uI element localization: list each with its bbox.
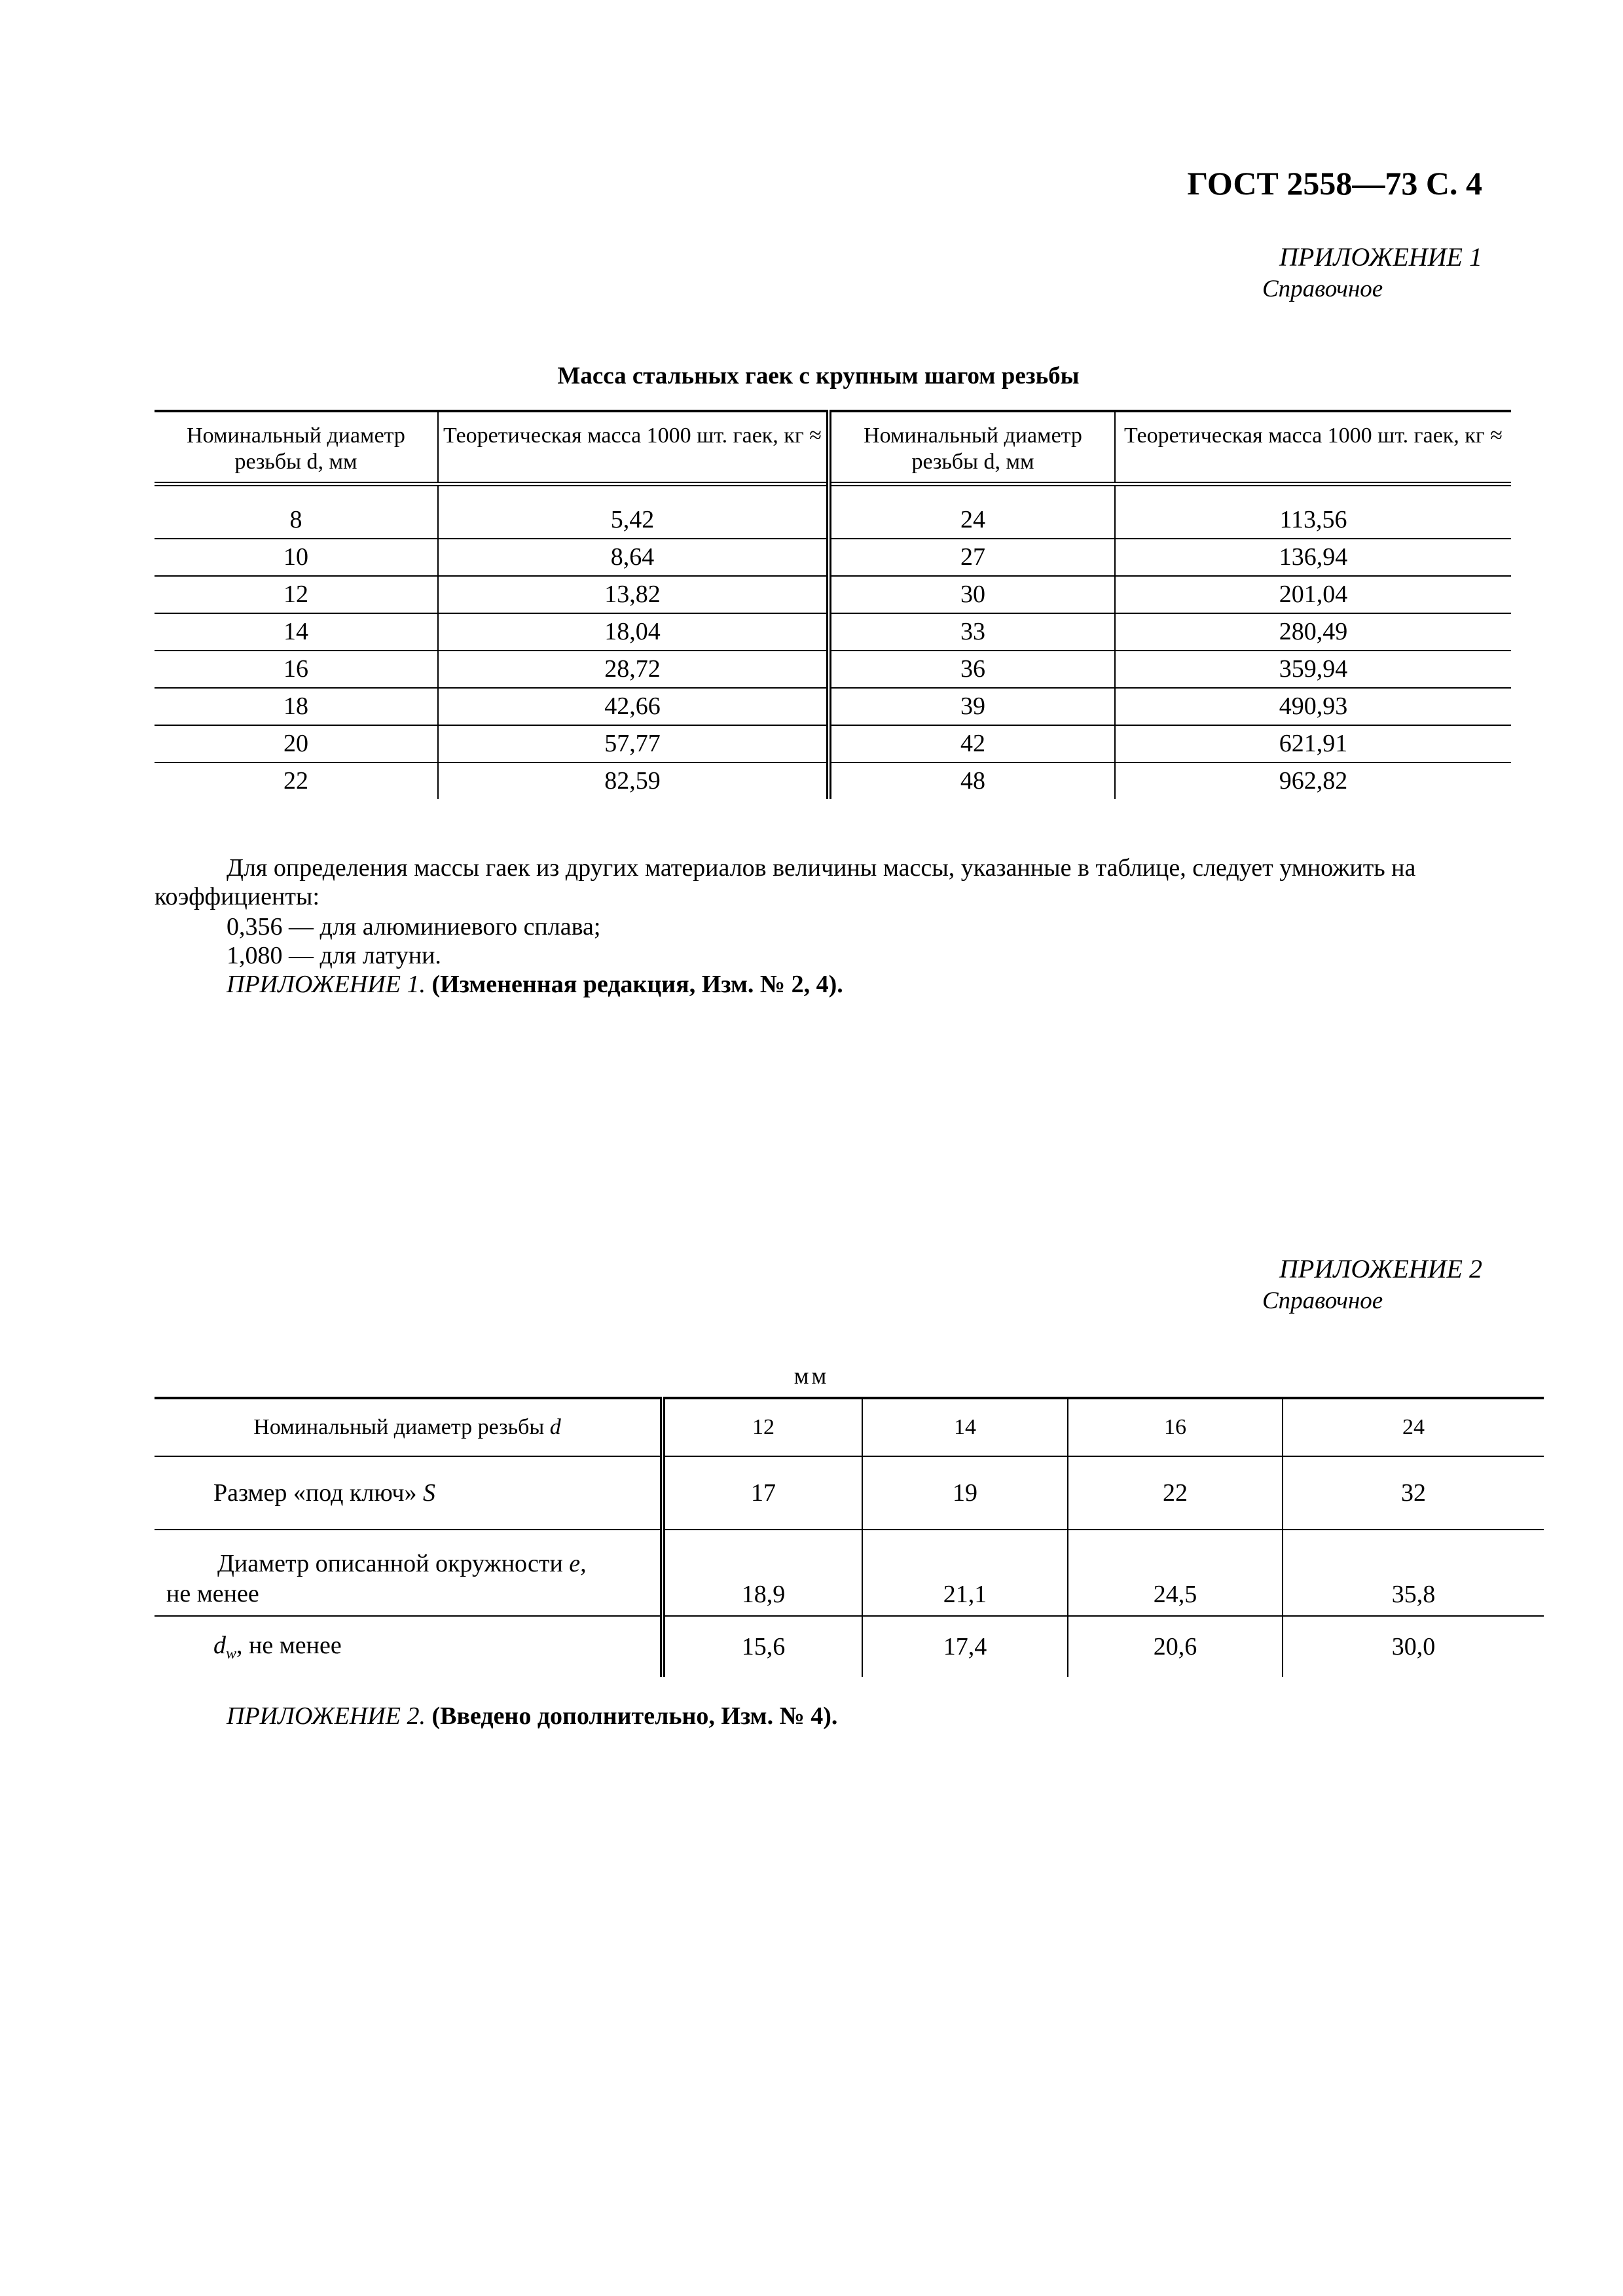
- appendix1-paragraph: Для определения массы гаек из других материалов величины массы, указанные в таблице, следует умножить на коэффициенты:: [155, 854, 1416, 910]
- table1-col-diameter-2: Номинальный диаметр резьбы d, мм: [829, 411, 1115, 484]
- table-cell: 30,0: [1391, 1633, 1436, 1660]
- table-row: [155, 651, 1511, 688]
- document-number: ГОСТ 2558—73 С. 4: [1187, 165, 1482, 202]
- table-cell: 22: [155, 762, 438, 799]
- table-row: [155, 1616, 1544, 1677]
- table-row: [155, 484, 1511, 539]
- appendix2-title: ПРИЛОЖЕНИЕ 2: [1279, 1254, 1482, 1283]
- table-cell: 5,42: [438, 484, 829, 539]
- coef-aluminium: 0,356 — для алюминиевого сплава;: [227, 913, 601, 941]
- nut-dimensions-table: [155, 1397, 1544, 1677]
- table-cell: 8: [155, 484, 438, 539]
- row-circumscribed-diameter-label: [155, 1530, 663, 1616]
- table-cell: 621,91: [1115, 725, 1511, 762]
- table-cell: 30: [829, 576, 1115, 613]
- row-wrench-size-label: [155, 1456, 663, 1530]
- table-row: [155, 762, 1511, 799]
- nut-mass-table: [155, 410, 1511, 799]
- table-cell: 17: [663, 1456, 862, 1530]
- table1-col-mass-2: Теоретическая масса 1000 шт. гаек, кг ≈: [1115, 411, 1511, 484]
- table-cell: 10: [155, 539, 438, 576]
- appendix1-title: ПРИЛОЖЕНИЕ 1: [1279, 242, 1482, 272]
- table-cell: 20: [155, 725, 438, 762]
- table-cell: 113,56: [1115, 484, 1511, 539]
- unit-label: мм: [793, 1363, 830, 1389]
- table-cell: 35,8: [1283, 1530, 1544, 1616]
- table-cell: 12: [155, 576, 438, 613]
- table-cell: 359,94: [1115, 651, 1511, 688]
- table-cell: 14: [862, 1398, 1068, 1456]
- table-row: [155, 539, 1511, 576]
- table-cell: 490,93: [1115, 688, 1511, 725]
- table1-header-row: [155, 411, 1511, 484]
- row-bearing-subscript: w: [226, 1645, 237, 1662]
- table-cell: 42: [829, 725, 1115, 762]
- table-cell: 82,59: [438, 762, 829, 799]
- table2-header-label-text: Номинальный диаметр резьбы: [253, 1415, 545, 1439]
- table-cell: 42,66: [438, 688, 829, 725]
- table-cell: 18,04: [438, 613, 829, 651]
- table-cell: 36: [829, 651, 1115, 688]
- appendix1-note-text: (Измененная редакция, Изм. № 2, 4).: [431, 971, 843, 998]
- table-row: [155, 613, 1511, 651]
- table-cell: 14: [155, 613, 438, 651]
- table1-col-mass-1: Теоретическая масса 1000 шт. гаек, кг ≈: [438, 411, 829, 484]
- appendix2-note-label: ПРИЛОЖЕНИЕ 2.: [227, 1702, 426, 1730]
- table-cell: 962,82: [1279, 767, 1348, 795]
- table-row: [155, 1456, 1544, 1530]
- row-circumscribed-line1: Диаметр описанной окружности e,: [217, 1550, 587, 1577]
- table2-header-label: [155, 1398, 663, 1456]
- table2-header-row: [155, 1398, 1544, 1456]
- table-cell: 24: [829, 484, 1115, 539]
- table-cell: 20,6: [1068, 1616, 1283, 1677]
- table-row: [155, 688, 1511, 725]
- table2-header-symbol: d: [549, 1415, 561, 1439]
- table-cell: 13,82: [438, 576, 829, 613]
- row-bearing-text: , не менее: [236, 1631, 342, 1659]
- table-row: [155, 725, 1511, 762]
- row-circumscribed-symbol: e,: [569, 1550, 587, 1577]
- table-cell: 201,04: [1115, 576, 1511, 613]
- table-cell: 18,9: [663, 1530, 862, 1616]
- appendix2-note: [227, 1702, 837, 1731]
- table-cell: 57,77: [438, 725, 829, 762]
- appendix2-subtitle: Справочное: [1262, 1287, 1383, 1314]
- table-cell: 17,4: [862, 1616, 1068, 1677]
- table-cell: 39: [829, 688, 1115, 725]
- row-wrench-size-symbol: S: [422, 1479, 435, 1507]
- table-cell: 24,5: [1068, 1530, 1283, 1616]
- table-cell: 27: [829, 539, 1115, 576]
- appendix1-note-label: ПРИЛОЖЕНИЕ 1.: [227, 971, 426, 998]
- table-cell: 19: [862, 1456, 1068, 1530]
- table-cell: 16: [155, 651, 438, 688]
- table-cell: 16: [1068, 1398, 1283, 1456]
- coef-brass: 1,080 — для латуни.: [227, 942, 441, 969]
- appendix1-note: [227, 970, 843, 999]
- table-cell: 18: [155, 688, 438, 725]
- row-bearing-symbol: d: [213, 1631, 226, 1659]
- appendix1-subtitle: Справочное: [1262, 276, 1383, 302]
- table-cell: 24: [1283, 1398, 1544, 1456]
- table1-title: Масса стальных гаек с крупным шагом резьбы: [557, 363, 1080, 389]
- table-cell: 15,6: [663, 1616, 862, 1677]
- table-row: [155, 1530, 1544, 1616]
- table-cell: 12: [663, 1398, 862, 1456]
- table-cell: 136,94: [1115, 539, 1511, 576]
- table-cell: 8,64: [438, 539, 829, 576]
- table-cell: 28,72: [438, 651, 829, 688]
- table-cell: 21,1: [862, 1530, 1068, 1616]
- row-bearing-diameter-label: [155, 1616, 663, 1677]
- appendix2-note-text: (Введено дополнительно, Изм. № 4).: [431, 1702, 838, 1730]
- table-cell: 33: [829, 613, 1115, 651]
- table-cell: 32: [1283, 1456, 1544, 1530]
- table-cell: 48: [829, 762, 1115, 799]
- row-circumscribed-line2: не менее: [166, 1580, 259, 1607]
- table-cell: 280,49: [1115, 613, 1511, 651]
- table-row: [155, 576, 1511, 613]
- table-cell: 22: [1068, 1456, 1283, 1530]
- table1-col-diameter-1: Номинальный диаметр резьбы d, мм: [155, 411, 438, 484]
- row-wrench-size-text: Размер «под ключ»: [213, 1479, 417, 1507]
